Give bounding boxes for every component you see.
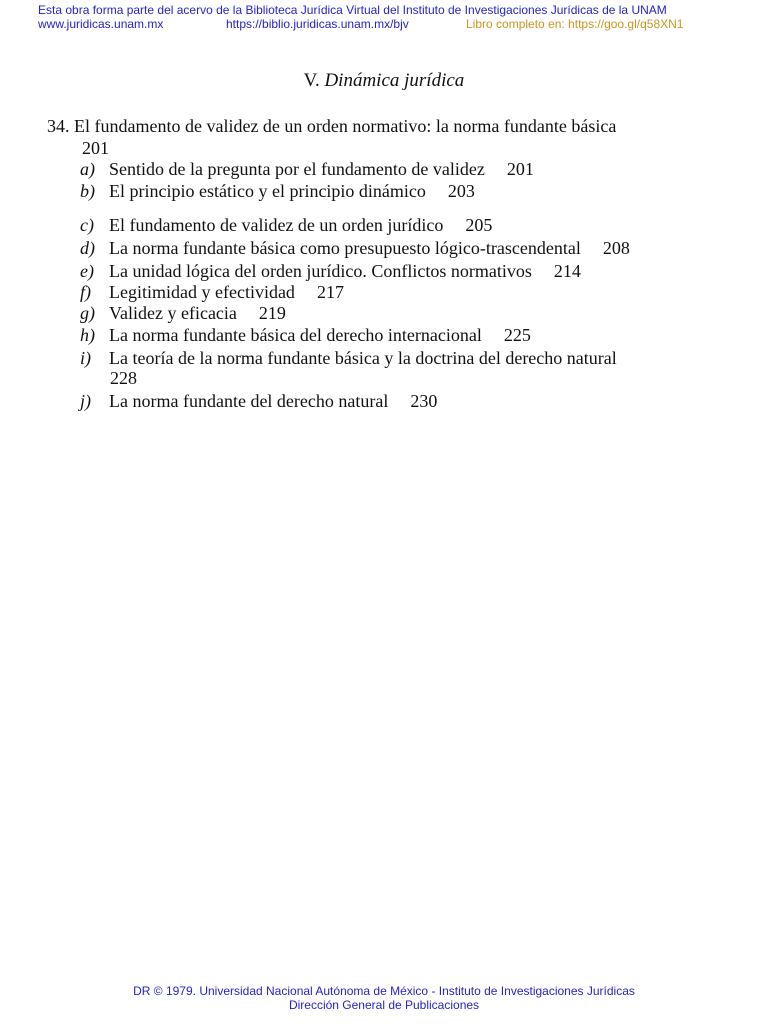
toc-item-h: h) La norma fundante básica del derecho internacional 225: [80, 325, 531, 345]
section-number: V.: [303, 70, 320, 91]
toc-item-a: a) Sentido de la pregunta por el fundamento de validez 201: [80, 159, 534, 179]
toc-item-e: e) La unidad lógica del orden jurídico. Conflictos normativos 214: [80, 261, 581, 281]
toc-item-i-page: 228: [110, 368, 137, 388]
toc-item-c: c) El fundamento de validez de un orden jurídico 205: [80, 215, 493, 235]
footer-copyright: DR © 1979. Universidad Nacional Autónoma de México - Instituto de Investigaciones Jurídicas: [133, 984, 635, 998]
page-footer: [0, 984, 768, 1012]
section-name: Dinámica jurídica: [324, 70, 465, 91]
toc-item-b: b) El principio estático y el principio dinámico 203: [80, 181, 475, 201]
book-link[interactable]: Libro completo en: https://goo.gl/q58XN1: [466, 17, 684, 31]
toc-item-i: i) La teoría de la norma fundante básica y la doctrina del derecho natural: [80, 348, 617, 368]
section-title: [0, 70, 768, 92]
toc-item-f: f) Legitimidad y efectividad 217: [80, 282, 344, 302]
header-notice: Esta obra forma parte del acervo de la Biblioteca Jurídica Virtual del Instituto de Investigaciones Jurídicas de la UNAM: [38, 3, 667, 17]
toc-item-d: d) La norma fundante básica como presupuesto lógico-trascendental 208: [80, 238, 630, 258]
site-link[interactable]: www.juridicas.unam.mx: [38, 17, 164, 31]
entry-number: 34.: [47, 116, 70, 136]
entry-text: El fundamento de validez de un orden normativo: la norma fundante básica: [74, 116, 617, 136]
toc-item-g: g) Validez y eficacia 219: [80, 303, 286, 323]
bjv-link[interactable]: https://biblio.juridicas.unam.mx/bjv: [226, 17, 409, 31]
toc-item-j: j) La norma fundante del derecho natural 230: [80, 391, 438, 411]
page-header: [38, 3, 758, 31]
toc-entry-34: [47, 116, 616, 137]
footer-publisher: Dirección General de Publicaciones: [288, 998, 480, 1012]
entry-page: 201: [82, 138, 109, 158]
